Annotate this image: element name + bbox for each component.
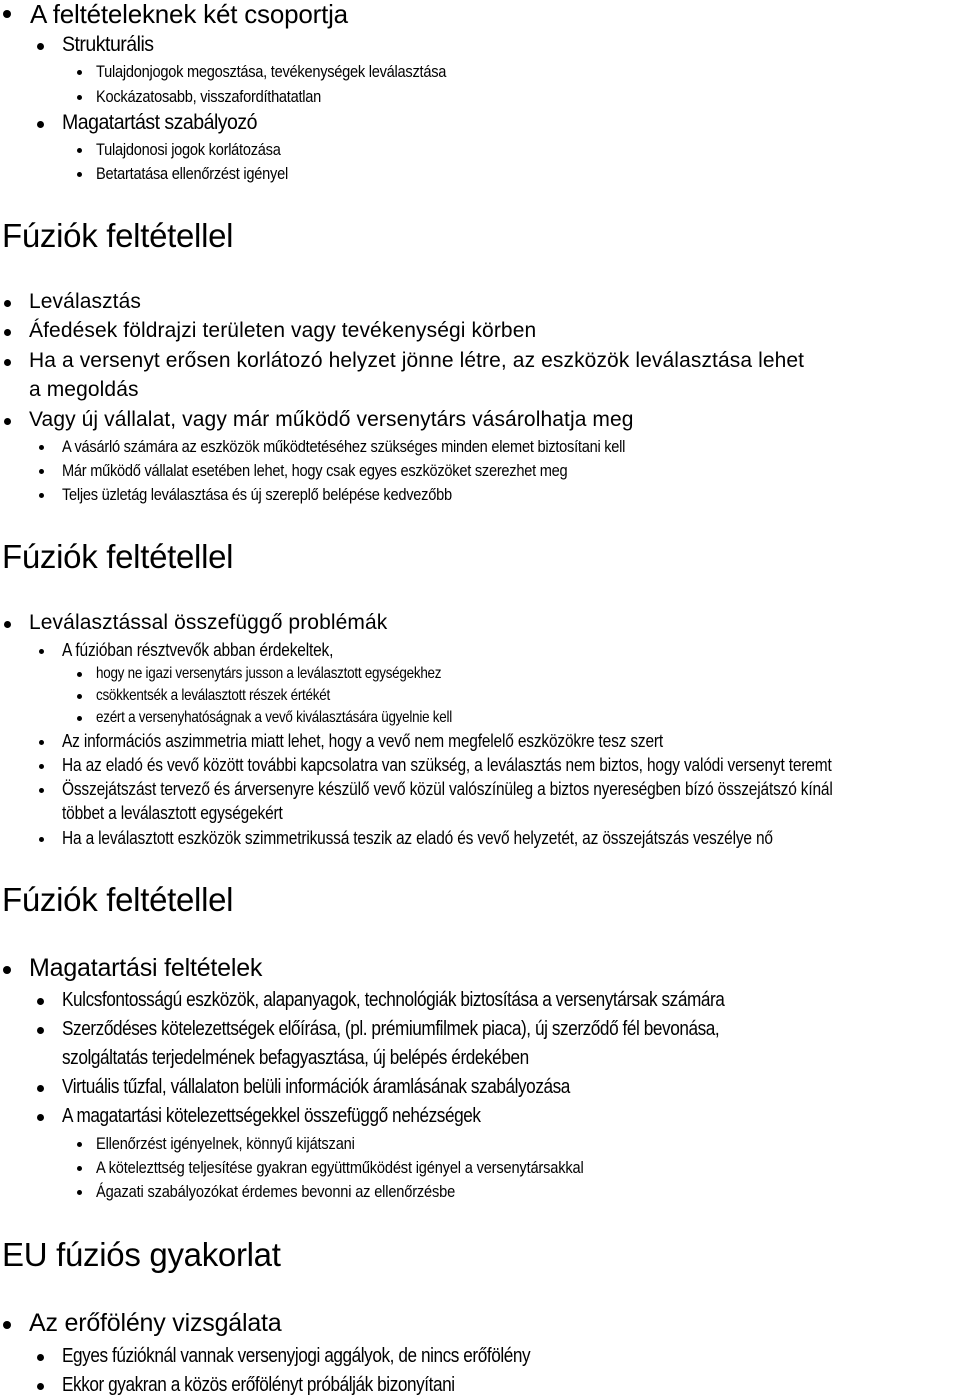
bullet-icon <box>37 121 44 128</box>
list-item-text: A vásárló számára az eszközök működtetéséhez szükséges minden elemet biztosítani kell <box>62 437 626 456</box>
bullet-icon <box>37 43 44 50</box>
bullet-icon <box>37 1383 44 1390</box>
list-item-text: Összejátszást tervező és árversenyre készülő vevő közül valószínüleg a biztos nyereségben bízó összejátszó kínál <box>62 779 833 799</box>
list-item-text: Kulcsfontosságú eszközök, alapanyagok, technológiák biztosítása a versenytársak számára <box>62 989 725 1011</box>
bullet-icon <box>39 764 44 769</box>
bullet-icon <box>77 95 82 100</box>
bullet-icon <box>37 998 44 1005</box>
list-item-text: Áfedések földrajzi területen vagy tevékenységi körben <box>29 319 537 342</box>
bullet-icon <box>4 329 11 336</box>
bullet-icon <box>39 788 44 793</box>
list-item-text: Kockázatosabb, visszafordíthatatlan <box>96 87 322 106</box>
bullet-icon <box>37 1027 44 1034</box>
list-item-text: A fúzióban résztvevők abban érdekeltek, <box>62 640 334 660</box>
list-item-text: Az erőfölény vizsgálata <box>29 1309 282 1337</box>
list-item-text: csökkentsék a leválasztott részek értékét <box>96 687 330 704</box>
bullet-icon <box>37 1354 44 1361</box>
bullet-icon <box>77 70 82 75</box>
list-item-text: ezért a versenyhatóságnak a vevő kiválasztására ügyelnie kell <box>96 709 452 726</box>
bullet-icon <box>37 1114 44 1121</box>
list-item-text: Már működő vállalat esetében lehet, hogy csak egyes eszközöket szerezhet meg <box>62 461 568 480</box>
list-item-text: Ekkor gyakran a közös erőfölényt próbálják bizonyítani <box>62 1374 455 1396</box>
bullet-icon <box>77 172 82 177</box>
bullet-icon <box>39 493 44 498</box>
list-item-text: Ellenőrzést igényelnek, könnyű kijátszani <box>96 1134 355 1153</box>
list-item-text: Leválasztás <box>29 290 141 313</box>
section-title: Fúziók feltétellel <box>2 538 234 575</box>
bullet-icon <box>77 672 82 677</box>
bullet-icon <box>77 1142 82 1147</box>
bullet-icon <box>77 694 82 699</box>
bullet-icon <box>3 966 11 974</box>
list-item-text: Ha a versenyt erősen korlátozó helyzet jönne létre, az eszközök leválasztása lehet <box>29 349 805 372</box>
list-item-text: Teljes üzletág leválasztása és új szereplő belépése kedvezőbb <box>62 485 452 504</box>
bullet-icon <box>39 740 44 745</box>
section-title: Fúziók feltétellel <box>2 217 234 254</box>
list-item-text: Ha az eladó és vevő között további kapcsolatra van szükség, a leválasztás nem biztos, hogy valódi versenyt teremt <box>62 755 832 775</box>
bullet-icon <box>77 716 82 721</box>
bullet-icon <box>77 1166 82 1171</box>
list-item-text: Leválasztással összefüggő problémák <box>29 611 388 634</box>
list-item-text: Betartatása ellenőrzést igényel <box>96 164 288 183</box>
list-item-text: Tulajdonjogok megosztása, tevékenységek leválasztása <box>96 62 447 81</box>
list-item-text: a megoldás <box>29 378 139 401</box>
bullet-icon <box>4 300 11 307</box>
list-item-text: Tulajdonosi jogok korlátozása <box>96 140 281 159</box>
bullet-icon <box>37 1085 44 1092</box>
list-item-text: hogy ne igazi versenytárs jusson a leválasztott egységekhez <box>96 665 442 682</box>
list-item-text: A magatartási kötelezettségekkel összefüggő nehézségek <box>62 1105 481 1127</box>
bullet-icon <box>4 621 11 628</box>
list-item-text: Egyes fúzióknál vannak versenyjogi aggályok, de nincs erőfölény <box>62 1345 531 1367</box>
bullet-icon <box>4 359 11 366</box>
list-item-text: többet a leválasztott egységekért <box>62 803 283 823</box>
bullet-icon <box>39 649 44 654</box>
bullet-icon <box>77 1190 82 1195</box>
list-item-text: Magatartási feltételek <box>29 954 263 982</box>
bullet-icon <box>39 837 44 842</box>
list-item-text: szolgáltatás terjedelmének befagyasztása, új belépés érdekében <box>62 1047 529 1069</box>
section-title: Fúziók feltétellel <box>2 881 234 918</box>
bullet-icon <box>4 418 11 425</box>
bullet-icon <box>39 469 44 474</box>
list-item-text: Az információs aszimmetria miatt lehet, hogy a vevő nem megfelelő eszközökre tesz szert <box>62 731 664 751</box>
section-title: EU fúziós gyakorlat <box>2 1236 281 1273</box>
bullet-icon <box>3 1321 11 1329</box>
list-item-text: Strukturális <box>62 33 154 56</box>
list-item-text: Ágazati szabályozókat érdemes bevonni az ellenőrzésbe <box>96 1182 456 1201</box>
list-item-text: Vagy új vállalat, vagy már működő versenytárs vásárolhatja meg <box>29 408 634 431</box>
list-item-text: Szerződéses kötelezettségek előírása, (pl. prémiumfilmek piaca), új szerződő fél bevonása, <box>62 1018 720 1040</box>
list-item-text: A feltételeknek két csoportja <box>30 0 348 29</box>
bullet-icon <box>39 445 44 450</box>
list-item-text: Magatartást szabályozó <box>62 111 258 134</box>
list-item-text: A kötelezttség teljesítése gyakran együttműködést igényel a versenytársakkal <box>96 1158 584 1177</box>
list-item-text: Ha a leválasztott eszközök szimmetrikussá teszik az eladó és vevő helyzetét, az összejátszás veszélye nő <box>62 828 773 848</box>
list-item-text: Virtuális tűzfal, vállalaton belüli információk áramlásának szabályozása <box>62 1076 570 1098</box>
bullet-icon <box>77 148 82 153</box>
bullet-icon <box>3 10 11 18</box>
